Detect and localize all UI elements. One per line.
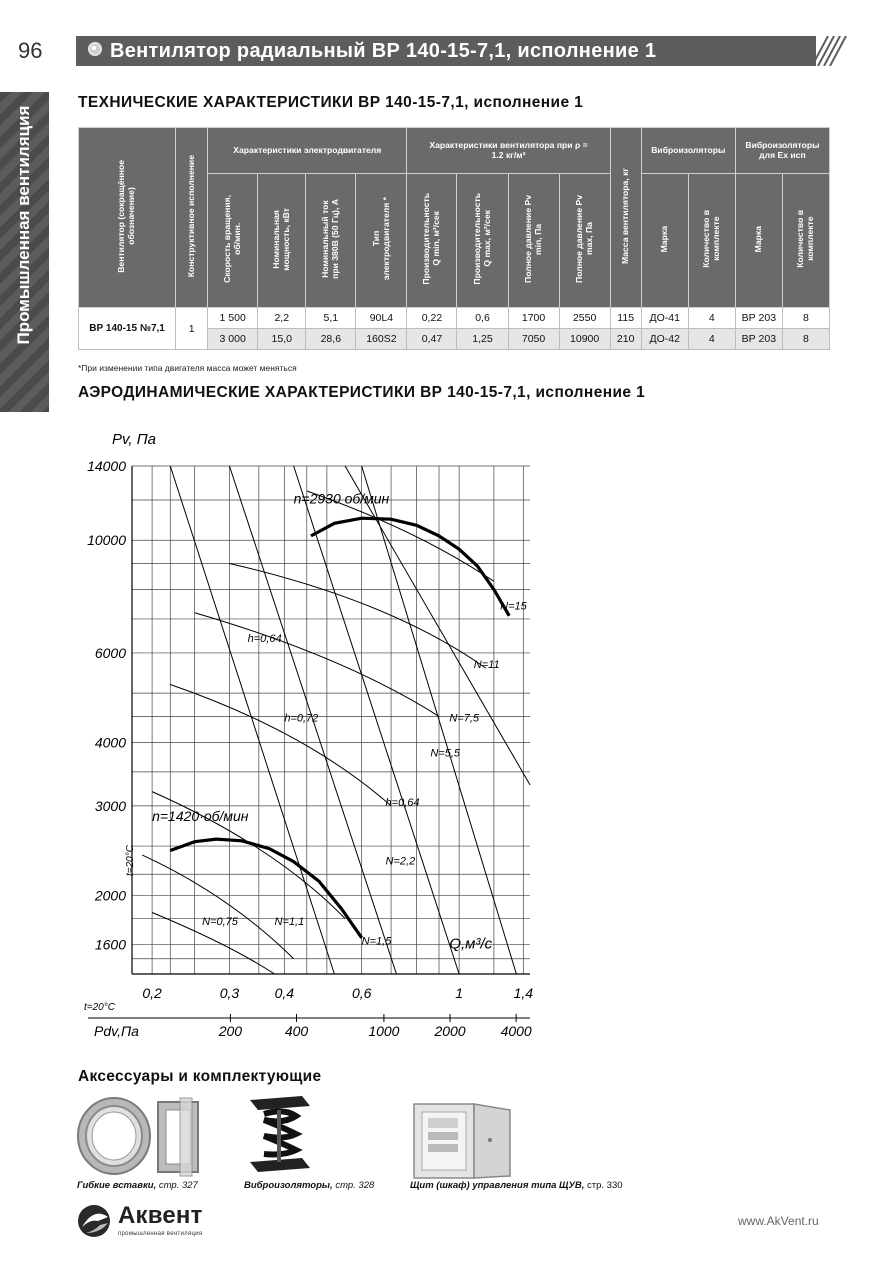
pdv-tick-label: 2000 [434, 1023, 466, 1039]
table-cell: 1 500 [208, 308, 258, 329]
y-tick-label: 4000 [94, 734, 126, 751]
y-axis-label: Pv, Па [112, 431, 156, 448]
power-label: N=11 [473, 659, 500, 672]
col-ex-qty: Количество в комплекте [782, 174, 829, 308]
col-fan-group: Характеристики вентилятора при ρ = 1.2 кг/м³ [407, 128, 610, 174]
y-tick-label: 6000 [94, 644, 126, 661]
pdv-tick-label: 200 [218, 1023, 243, 1039]
power-label: N=2,2 [385, 855, 416, 868]
efficiency-line [345, 466, 530, 785]
table-cell: 4 [688, 329, 735, 350]
header-stripes [808, 36, 848, 66]
table-cell: 10900 [559, 329, 610, 350]
table-cell: 2550 [559, 308, 610, 329]
table-cell: 4 [688, 308, 735, 329]
series-label: n=1420·об/мин [152, 808, 249, 825]
tech-section-title: ТЕХНИЧЕСКИЕ ХАРАКТЕРИСТИКИ ВР 140-15-7,1, исполнение 1 [78, 94, 584, 111]
col-ex-brand: Марка [735, 174, 782, 308]
table-note: *При изменении типа двигателя масса может меняться [78, 363, 297, 373]
caption-flexible-insert: Гибкие вставки, стр. 327 [77, 1180, 198, 1191]
table-cell: ДО-41 [641, 308, 688, 329]
col-pv-max: Полное давление Pv max, Па [559, 174, 610, 308]
power-label: N=7,5 [449, 712, 480, 725]
power-label: N=1,1 [274, 915, 305, 928]
pdv-tick-label: 400 [284, 1023, 309, 1039]
aero-section-title: АЭРОДИНАМИЧЕСКИЕ ХАРАКТЕРИСТИКИ ВР 140-15-7,1, исполнение 1 [78, 384, 646, 401]
pdv-axis-label: Pdv,Па [94, 1023, 139, 1039]
pdv-tick-label: 4000 [500, 1023, 532, 1039]
table-cell: 1,25 [457, 329, 508, 350]
table-row [79, 308, 830, 329]
vibration-isolator-image [244, 1094, 314, 1178]
bullet-icon [88, 42, 102, 56]
efficiency-label: h=0,72 [284, 712, 319, 725]
website-link[interactable]: www.AkVent.ru [738, 1214, 819, 1228]
col-current: Номинальный ток при 380В (50 Гц), А [306, 174, 356, 308]
x-tick-label: 1 [455, 985, 464, 1001]
x-tick-label: 0,4 [274, 985, 295, 1001]
table-cell: 0,47 [407, 329, 457, 350]
design-cell: 1 [176, 308, 208, 350]
col-fan: Вентилятор (сокращённое обозначение) [79, 128, 176, 308]
col-vib-qty: Количество в комплекте [688, 174, 735, 308]
table-cell: 2,2 [258, 308, 306, 329]
y-tick-label: 3000 [94, 797, 126, 814]
table-cell: ДО-42 [641, 329, 688, 350]
y-tick-label: 2000 [94, 887, 126, 904]
x-tick-label: 0,6 [351, 985, 372, 1001]
table-cell: 5,1 [306, 308, 356, 329]
caption-vibration-isolator: Виброизоляторы, стр. 328 [244, 1180, 375, 1191]
table-cell: 3 000 [208, 329, 258, 350]
power-label: N=15 [500, 600, 527, 613]
temperature-label: t=20°C [84, 1002, 115, 1013]
col-power: Номинальная мощность, кВт [258, 174, 306, 308]
table-cell: ВР 203 [735, 329, 782, 350]
table-cell: 160S2 [356, 329, 407, 350]
col-vib-brand: Марка [641, 174, 688, 308]
brand-name: Аквент [118, 1202, 203, 1229]
power-label: N=5,5 [430, 747, 461, 760]
side-tab-label: Промышленная вентиляция [14, 105, 33, 345]
efficiency-label: h=0,64 [385, 796, 420, 809]
control-cabinet-image [410, 1100, 516, 1180]
temperature-label-vertical: t=20°C [125, 845, 136, 876]
col-pv-min: Полное давление Pv min, Па [508, 174, 559, 308]
spec-table [78, 127, 830, 350]
table-cell: 0,6 [457, 308, 508, 329]
brand-logo-icon [76, 1203, 116, 1239]
fan-name-cell: ВР 140-15 №7,1 [79, 308, 176, 350]
power-label: N=1,5 [361, 935, 392, 948]
accessories-title: Аксессуары и комплектующие [78, 1068, 322, 1085]
flexible-insert-image [76, 1094, 206, 1178]
power-curve [195, 613, 439, 717]
y-tick-label: 10000 [87, 532, 126, 549]
x-tick-label: 0,2 [142, 985, 162, 1001]
table-cell: 15,0 [258, 329, 306, 350]
x-tick-label: 0,3 [219, 985, 240, 1001]
table-cell: 0,22 [407, 308, 457, 329]
col-q-max: Производительность Q max, м³/сек [457, 174, 508, 308]
aero-chart [78, 418, 558, 1050]
pdv-tick-label: 1000 [368, 1023, 400, 1039]
y-tick-label: 14000 [87, 458, 126, 474]
x-axis-label: Q,м³/с [449, 935, 493, 953]
caption-control-cabinet: Щит (шкаф) управления типа ЩУВ, стр. 330 [410, 1180, 623, 1191]
col-motor-type: Тип электродвигателя * [356, 174, 407, 308]
power-curve [229, 563, 485, 668]
power-curve [170, 685, 391, 806]
table-cell: 115 [610, 308, 641, 329]
page-number: 96 [18, 38, 43, 63]
power-curve [142, 855, 293, 959]
col-speed: Скорость вращения, об/мин. [208, 174, 258, 308]
table-cell: 28,6 [306, 329, 356, 350]
x-tick-label: 1,4 [513, 985, 534, 1001]
efficiency-label: h=0,64 [247, 633, 282, 646]
col-design: Конструктивное исполнение [176, 128, 208, 308]
table-cell: 90L4 [356, 308, 407, 329]
table-cell: 8 [782, 329, 829, 350]
series-label: n=2930 об/мин [293, 490, 390, 507]
brand-tagline: промышленная вентиляция [118, 1231, 203, 1237]
table-cell: 210 [610, 329, 641, 350]
table-cell: 7050 [508, 329, 559, 350]
series-line-1 [311, 518, 509, 616]
col-ex-group: Виброизоляторы для Ex исп [735, 128, 829, 174]
y-tick-label: 1600 [94, 936, 126, 953]
page-title: Вентилятор радиальный ВР 140-15-7,1, исполнение 1 [110, 40, 657, 62]
table-cell: ВР 203 [735, 308, 782, 329]
table-cell: 8 [782, 308, 829, 329]
col-motor-group: Характеристики электродвигателя [208, 128, 407, 174]
power-label: N=0,75 [202, 915, 238, 928]
table-cell: 1700 [508, 308, 559, 329]
col-q-min: Производительность Q min, м³/сек [407, 174, 457, 308]
efficiency-line [294, 466, 459, 974]
col-vib-group: Виброизоляторы [641, 128, 735, 174]
col-mass: Масса вентилятора, кг [610, 128, 641, 308]
